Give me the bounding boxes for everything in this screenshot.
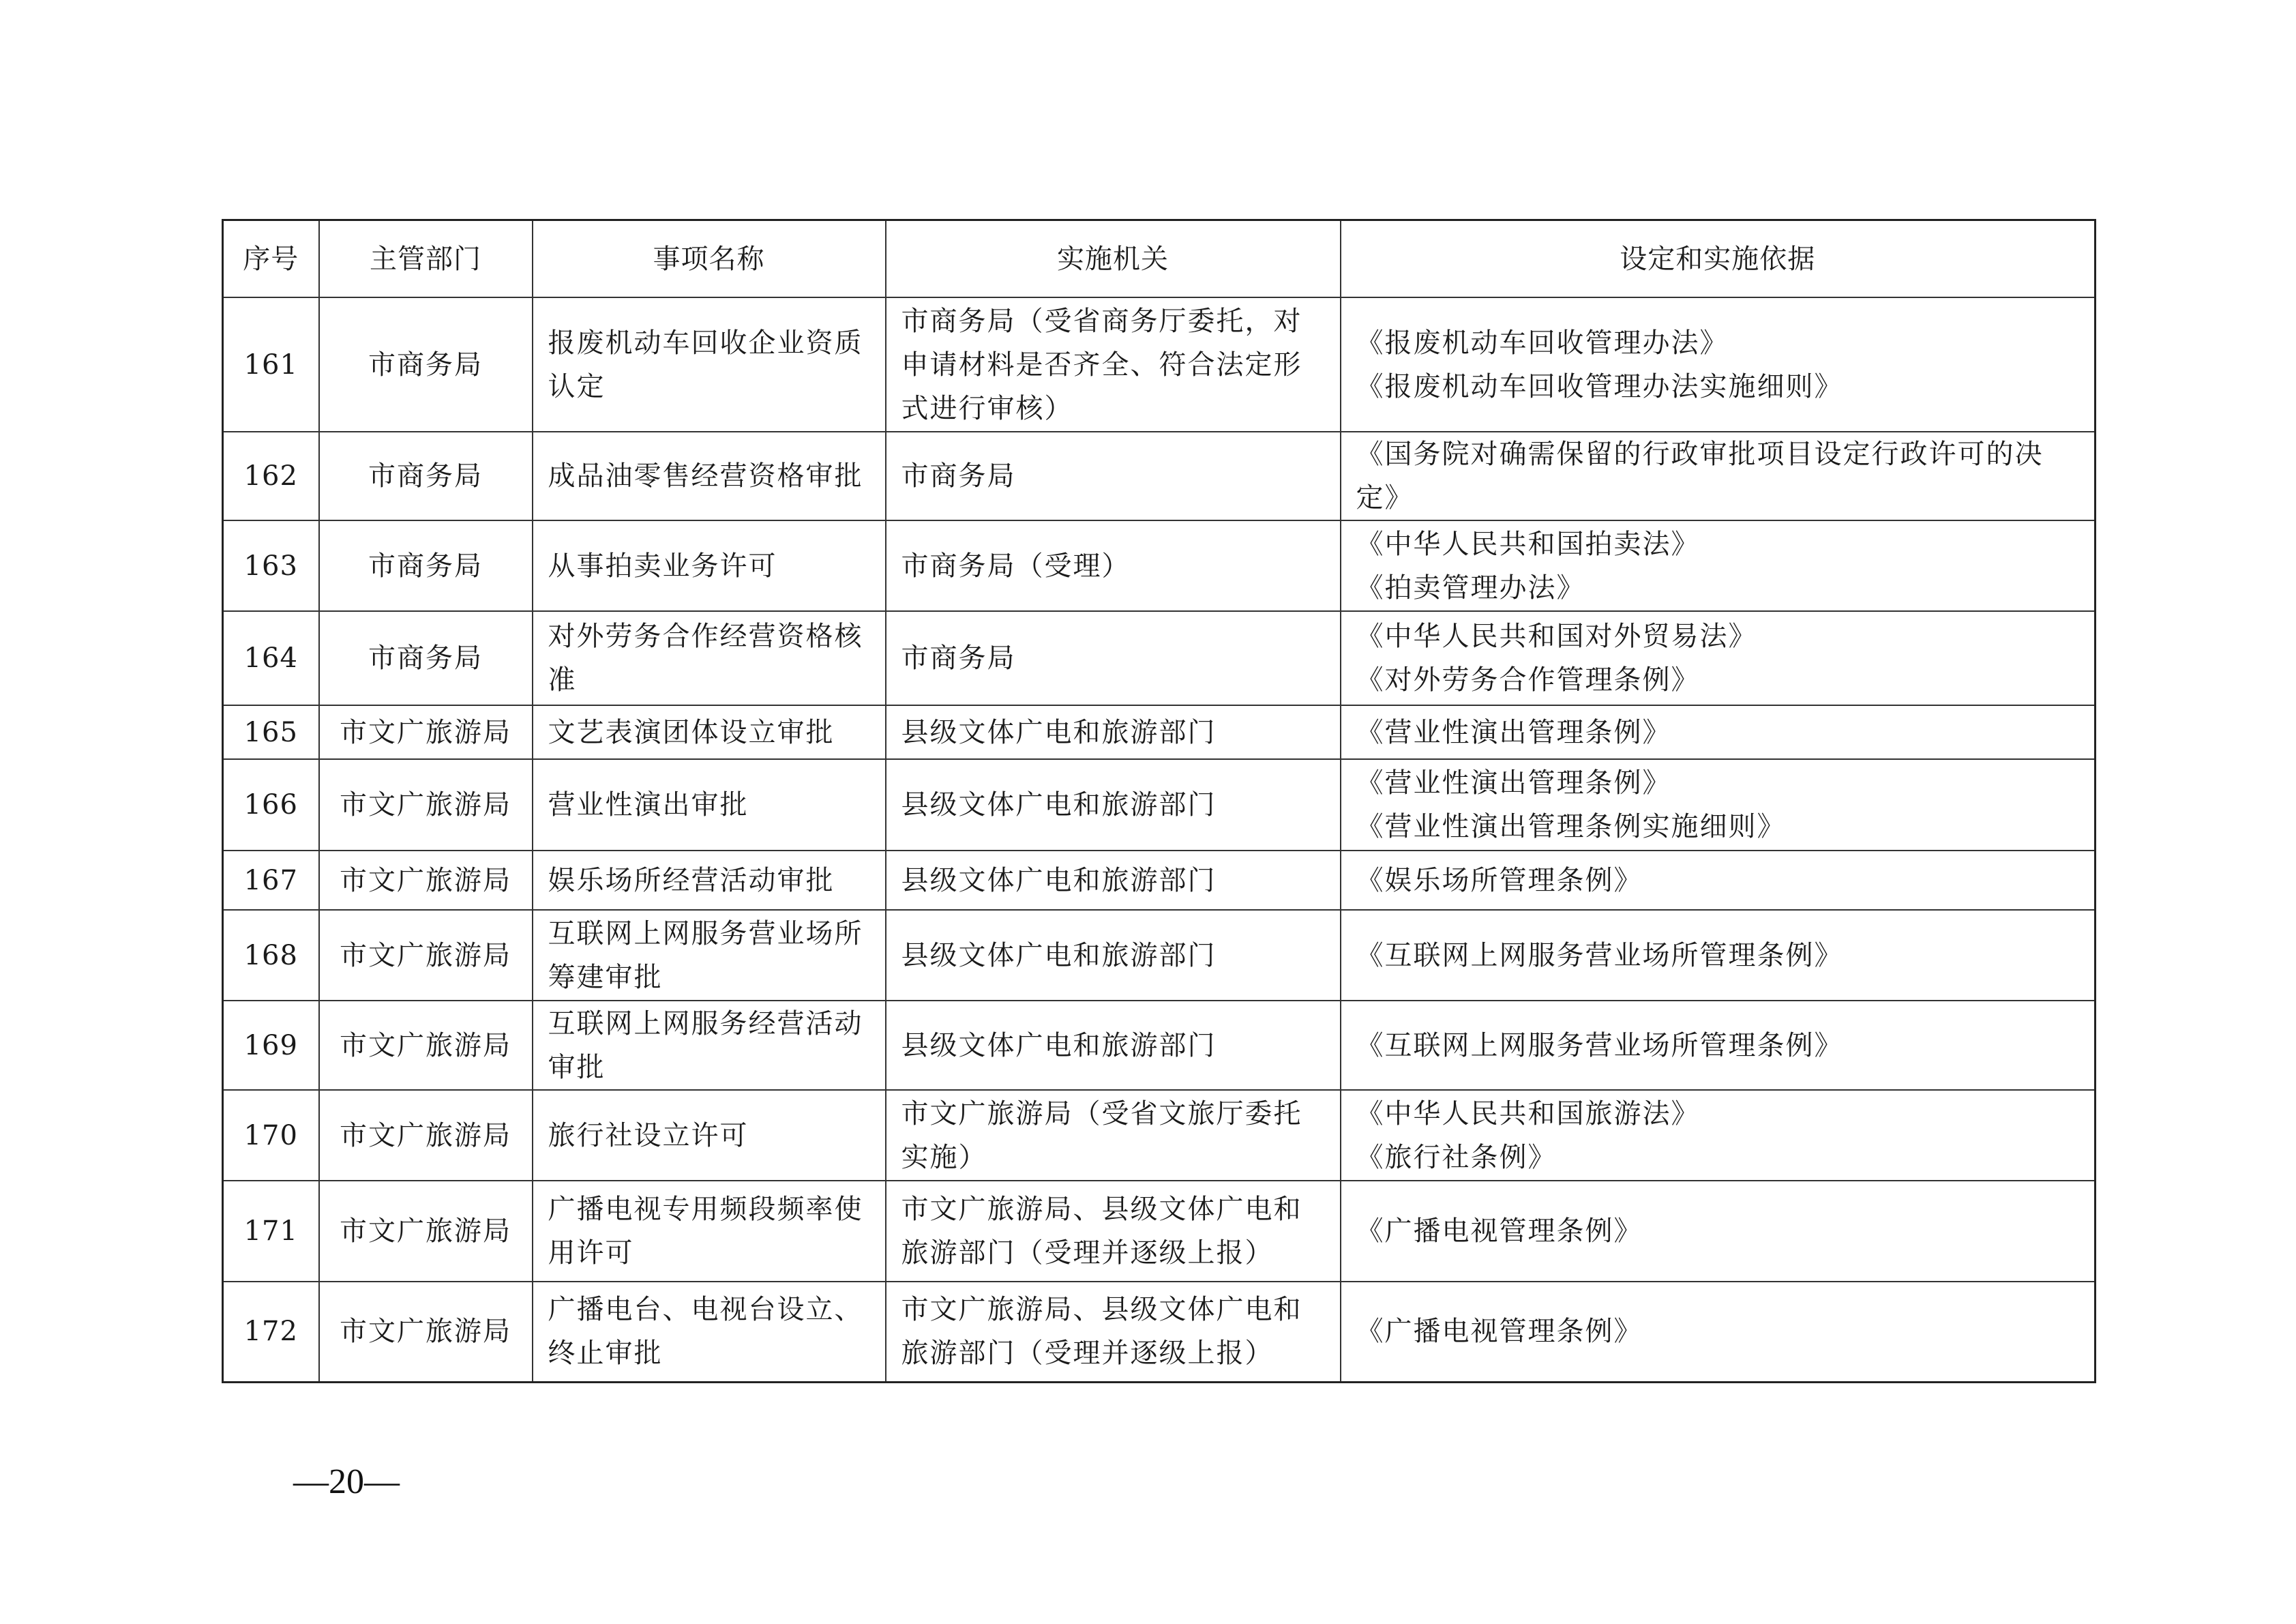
cell-legal-basis [1341, 1181, 2096, 1282]
table-row [223, 520, 2096, 611]
cell-implementing-agency: 市商务局 [886, 611, 1341, 705]
cell-serial-number: 165 [223, 705, 319, 759]
table-row [223, 910, 2096, 1001]
page-number: —20— [293, 1462, 400, 1501]
cell-item-name: 成品油零售经营资格审批 [533, 432, 886, 520]
cell-department: 市文广旅游局 [319, 1282, 533, 1382]
cell-department: 市商务局 [319, 297, 533, 432]
cell-legal-basis [1341, 1001, 2096, 1090]
header-implementing-agency: 实施机关 [886, 220, 1341, 298]
cell-department: 市文广旅游局 [319, 910, 533, 1001]
cell-implementing-agency: 市文广旅游局（受省文旅厅委托实施） [886, 1090, 1341, 1181]
cell-serial-number: 172 [223, 1282, 319, 1382]
table-row [223, 432, 2096, 520]
legal-basis-line: 《中华人民共和国拍卖法》 [1356, 528, 1700, 560]
cell-department: 市文广旅游局 [319, 705, 533, 759]
cell-implementing-agency: 市商务局（受理） [886, 520, 1341, 611]
table-row [223, 1001, 2096, 1090]
legal-basis-line: 《中华人民共和国对外贸易法》 [1356, 621, 1757, 652]
table-row [223, 705, 2096, 759]
cell-item-name: 文艺表演团体设立审批 [533, 705, 886, 759]
cell-item-name: 娱乐场所经营活动审批 [533, 851, 886, 910]
legal-basis-line: 《娱乐场所管理条例》 [1356, 864, 1643, 896]
legal-basis-line: 《对外劳务合作管理条例》 [1356, 664, 1700, 696]
cell-serial-number: 161 [223, 297, 319, 432]
cell-legal-basis [1341, 1090, 2096, 1181]
header-item-name: 事项名称 [533, 220, 886, 298]
cell-item-name: 从事拍卖业务许可 [533, 520, 886, 611]
cell-legal-basis [1341, 705, 2096, 759]
legal-basis-line: 《营业性演出管理条例》 [1356, 716, 1671, 748]
cell-serial-number: 164 [223, 611, 319, 705]
legal-basis-line: 《旅行社条例》 [1356, 1141, 1557, 1173]
cell-serial-number: 167 [223, 851, 319, 910]
cell-implementing-agency: 市商务局（受省商务厅委托，对申请材料是否齐全、符合法定形式进行审核） [886, 297, 1341, 432]
cell-serial-number: 168 [223, 910, 319, 1001]
cell-item-name: 营业性演出审批 [533, 759, 886, 851]
legal-basis-line: 《广播电视管理条例》 [1356, 1215, 1643, 1247]
legal-basis-line: 《营业性演出管理条例实施细则》 [1356, 811, 1786, 842]
table-header-row [223, 220, 2096, 298]
legal-basis-line: 《拍卖管理办法》 [1356, 572, 1585, 604]
cell-implementing-agency: 县级文体广电和旅游部门 [886, 910, 1341, 1001]
legal-basis-line: 《互联网上网服务营业场所管理条例》 [1356, 939, 1843, 971]
cell-department: 市文广旅游局 [319, 759, 533, 851]
cell-department: 市文广旅游局 [319, 1001, 533, 1090]
cell-serial-number: 170 [223, 1090, 319, 1181]
cell-legal-basis [1341, 520, 2096, 611]
cell-item-name: 互联网上网服务营业场所筹建审批 [533, 910, 886, 1001]
cell-implementing-agency: 县级文体广电和旅游部门 [886, 1001, 1341, 1090]
legal-basis-line: 《互联网上网服务营业场所管理条例》 [1356, 1029, 1843, 1061]
cell-department: 市商务局 [319, 432, 533, 520]
cell-item-name: 互联网上网服务经营活动审批 [533, 1001, 886, 1090]
cell-legal-basis [1341, 432, 2096, 520]
cell-implementing-agency: 市商务局 [886, 432, 1341, 520]
cell-implementing-agency: 县级文体广电和旅游部门 [886, 851, 1341, 910]
table-row [223, 759, 2096, 851]
cell-legal-basis [1341, 1282, 2096, 1382]
cell-legal-basis [1341, 910, 2096, 1001]
cell-department: 市文广旅游局 [319, 1090, 533, 1181]
cell-item-name: 广播电视专用频段频率使用许可 [533, 1181, 886, 1282]
cell-department: 市商务局 [319, 520, 533, 611]
legal-basis-line: 《中华人民共和国旅游法》 [1356, 1097, 1700, 1130]
cell-serial-number: 171 [223, 1181, 319, 1282]
cell-serial-number: 166 [223, 759, 319, 851]
table-row [223, 611, 2096, 705]
cell-legal-basis [1341, 611, 2096, 705]
cell-implementing-agency: 市文广旅游局、县级文体广电和旅游部门（受理并逐级上报） [886, 1181, 1341, 1282]
cell-item-name: 广播电台、电视台设立、终止审批 [533, 1282, 886, 1382]
legal-basis-line: 《国务院对确需保留的行政审批项目设定行政许可的决定》 [1356, 439, 2044, 514]
table-row [223, 297, 2096, 432]
table-row [223, 1090, 2096, 1181]
cell-implementing-agency: 县级文体广电和旅游部门 [886, 759, 1341, 851]
cell-department: 市文广旅游局 [319, 1181, 533, 1282]
cell-department: 市商务局 [319, 611, 533, 705]
cell-legal-basis [1341, 851, 2096, 910]
cell-item-name: 报废机动车回收企业资质认定 [533, 297, 886, 432]
legal-basis-line: 《报废机动车回收管理办法实施细则》 [1356, 370, 1843, 402]
header-department: 主管部门 [319, 220, 533, 298]
table-row [223, 851, 2096, 910]
table-row [223, 1181, 2096, 1282]
header-legal-basis: 设定和实施依据 [1341, 220, 2096, 298]
cell-item-name: 对外劳务合作经营资格核准 [533, 611, 886, 705]
cell-implementing-agency: 市文广旅游局、县级文体广电和旅游部门（受理并逐级上报） [886, 1282, 1341, 1382]
approval-items-table [222, 219, 2096, 1383]
cell-serial-number: 162 [223, 432, 319, 520]
cell-legal-basis [1341, 297, 2096, 432]
cell-implementing-agency: 县级文体广电和旅游部门 [886, 705, 1341, 759]
table-row [223, 1282, 2096, 1382]
header-serial-number: 序号 [223, 220, 319, 298]
cell-serial-number: 163 [223, 520, 319, 611]
cell-legal-basis [1341, 759, 2096, 851]
legal-basis-line: 《营业性演出管理条例》 [1356, 767, 1671, 799]
cell-serial-number: 169 [223, 1001, 319, 1090]
cell-item-name: 旅行社设立许可 [533, 1090, 886, 1181]
cell-department: 市文广旅游局 [319, 851, 533, 910]
legal-basis-line: 《广播电视管理条例》 [1356, 1316, 1643, 1348]
legal-basis-line: 《报废机动车回收管理办法》 [1356, 327, 1729, 359]
